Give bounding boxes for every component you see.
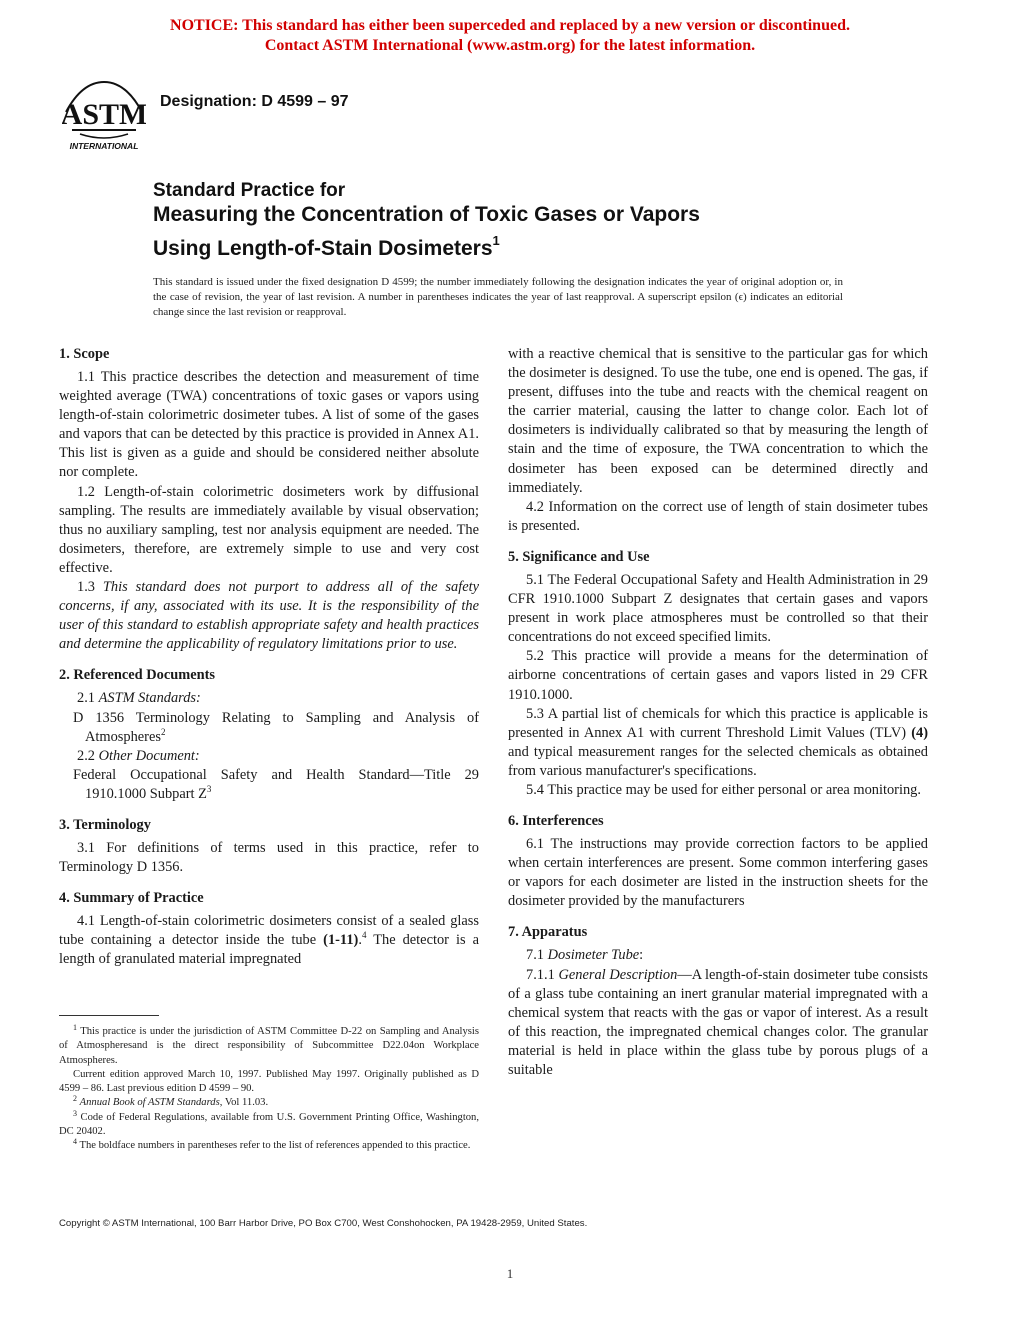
section-heading-scope: 1. Scope (59, 346, 110, 362)
para-7-1-colon: : (639, 947, 644, 964)
para-6-1: 6.1 The instructions may provide correction factors to be applied when certain interferences are present. Some common interfering gases or vapors for each dosimeter are listed in the instruction sheets for the dosimeter provided by the manufacturers (508, 836, 928, 910)
section-heading-referenced-documents: 2. Referenced Documents (59, 667, 215, 684)
notice-line-2: Contact ASTM International (www.astm.org) for the latest information. (264, 37, 756, 54)
para-5-3-citation: (4) (911, 724, 928, 741)
para-7-1-1-label: General Description (558, 966, 678, 983)
para-2-2-num: 2.2 (77, 747, 95, 764)
para-7-1-1-text: —A length-of-stain dosimeter tube consists of a glass tube containing an inert granular material impregnated with a chemical system that reacts with the gas or vapor of interest. As a result of this reaction, the impregnated chemical changes color. The granular material is held in place within the glass tube by porous plugs of a suitable (508, 966, 928, 1078)
section-heading-interferences: 6. Interferences (508, 813, 604, 830)
title-line-2: Measuring the Concentration of Toxic Gases or Vapors (153, 203, 700, 226)
title-line-3 (153, 228, 700, 262)
para-4-1-text-a: 4.1 Length-of-stain colorimetric dosimeters consist of a sealed glass tube containing a detector inside the tube (59, 913, 479, 949)
logo-caption: INTERNATIONAL (69, 141, 139, 151)
title-line-3-text: Using Length-of-Stain Dosimeters (153, 237, 493, 260)
para-4-2: 4.2 Information on the correct use of length of stain dosimeter tubes is presented. (508, 498, 928, 534)
section-heading-significance: 5. Significance and Use (508, 548, 650, 565)
footnote-4 (59, 1139, 479, 1153)
ref-osha-footnote-mark: 3 (206, 783, 212, 794)
footnote-2-italic: Annual Book of ASTM Standards (79, 1097, 220, 1109)
astm-logo (62, 78, 146, 152)
para-1-1: 1.1 This practice describes the detection and measurement of time weighted average (TWA) concentrations of toxic gases or vapors using length-of-stain colorimetric dosimeter tubes. A list of some of the gases and vapors that can be detected by this practice is provided in Annex A1. This list is given as a guide and should be considered neither absolute nor complete. (59, 369, 479, 481)
para-2-2-label: Other Document: (98, 747, 200, 764)
footnote-rule (59, 1015, 159, 1016)
para-4-1-text-b: The detector is a length of granulated material impregnated (59, 932, 479, 968)
para-5-1: 5.1 The Federal Occupational Safety and Health Administration in 29 CFR 1910.1000 Subpart Z designates that certain gases and vapors present in work place atmospheres must be controlled so that their concentrations do not exceed specified limits. (508, 571, 928, 646)
para-5-3-text-b: and typical measurement ranges for the selected chemicals as obtained from various manufacturer's specifications. (508, 743, 928, 779)
para-5-4: 5.4 This practice may be used for either personal or area monitoring. (526, 781, 921, 798)
para-7-1-num: 7.1 (526, 947, 544, 964)
para-4-1-footnote-mark: 4 (361, 930, 367, 941)
para-5-2: 5.2 This practice will provide a means for the determination of airborne concentrations of certain gases and vapors listed in 29 CFR 1910.1000. (508, 648, 928, 703)
right-column (508, 345, 928, 1080)
footnote-2-mark: 2 (73, 1094, 77, 1104)
copyright: Copyright © ASTM International, 100 Barr Harbor Drive, PO Box C700, West Conshohocken, PA 19428-2959, United States. (59, 1218, 588, 1229)
title-footnote-mark: 1 (492, 233, 500, 248)
ref-osha-text: Federal Occupational Safety and Health Standard—Title 29 1910.1000 Subpart Z (73, 766, 479, 802)
astm-logo-icon (62, 78, 146, 152)
para-5-3-text-a: 5.3 A partial list of chemicals for which this practice is applicable is presented in Annex A1 with current Threshold Limit Values (TLV) (508, 705, 928, 741)
para-1-3-num: 1.3 (77, 579, 95, 596)
page-number: 1 (506, 1266, 514, 1281)
footnote-3-text: Code of Federal Regulations, available from U.S. Government Printing Office, Washington, DC 20402. (59, 1111, 480, 1138)
footnote-1-text: This practice is under the jurisdiction of ASTM Committee D-22 on Sampling and Analysis of Atmospheresand is the direct responsibility of Subcommittee D22.04on Workplace Atmospheres. (59, 1026, 479, 1066)
para-1-2: 1.2 Length-of-stain colorimetric dosimeters work by diffusional sampling. The results are immediately available by visual observation; thus no auxiliary sampling, test nor analysis equipment are needed. The dosimeters, therefore, are extremely simple to use and very cost effective. (59, 483, 479, 576)
title-line-1: Standard Practice for (153, 180, 346, 201)
footnote-2-rest: , Vol 11.03. (219, 1097, 269, 1109)
para-4-1-citation: (1-11) (323, 932, 359, 949)
para-2-1 (59, 689, 479, 708)
para-7-1-1 (508, 966, 928, 1081)
ref-osha (59, 766, 479, 804)
notice-line-1: NOTICE: This standard has either been superceded and replaced by a new version or discontinued. (170, 17, 850, 34)
footnote-3-mark: 3 (73, 1108, 77, 1118)
para-7-1-1-num: 7.1.1 (526, 966, 555, 983)
section-heading-apparatus: 7. Apparatus (508, 924, 588, 941)
designation: Designation: D 4599 – 97 (160, 93, 349, 110)
issue-note: This standard is issued under the fixed designation D 4599; the number immediately following the designation indicates the year of original adoption or, in the case of revision, the year of last revision. A number in parentheses indicates the year of last reapproval. A superscript epsilon (ϵ) indicates an editorial change since the last revision or reapproval. (153, 276, 843, 318)
footnote-4-text: The boldface numbers in parentheses refer to the list of references appended to this practice. (79, 1140, 471, 1152)
para-2-2 (59, 747, 479, 766)
left-column (59, 345, 479, 969)
para-5-3 (508, 705, 928, 781)
para-2-1-num: 2.1 (77, 690, 95, 707)
ref-d1356-footnote-mark: 2 (160, 726, 166, 737)
footnote-4-mark: 4 (73, 1137, 77, 1147)
footnote-1 (59, 1025, 479, 1068)
ref-d1356 (59, 709, 479, 747)
para-4-1-continued: with a reactive chemical that is sensitive to the particular gas for which the dosimeter is designed. To use the tube, one end is opened. The gas, if present, diffuses into the tube and reacts with the chemical reagent on the carrier material, causing the latter to change color. Each lot of dosimeters is individually calibrated so that by measuring the length of stain and the time of exposure, the TWA concentration to which the dosimeter has been exposed can be determined directly and immediately. (508, 346, 928, 496)
document-title (153, 180, 700, 262)
footnote-1b: Current edition approved March 10, 1997. Published May 1997. Originally published as D 4599 – 86. Last previous edition D 4599 – 90. (59, 1068, 479, 1095)
para-4-1: 4.1 Length-of-stain colorimetric dosimeters consist of a sealed glass tube containing a detector inside the tube (1-11).$^4$ The detector is a length of granulated material impregnated (59, 913, 479, 968)
para-7-1-label: Dosimeter Tube (547, 947, 640, 964)
footnotes (59, 1025, 479, 1154)
para-7-1 (508, 946, 928, 965)
footnote-1-mark: 1 (73, 1023, 77, 1032)
para-1-3-italic: This standard does not purport to address all of the safety concerns, if any, associated with its use. It is the responsibility of the user of this standard to establish appropriate safety and health practices and determine the applicability of regulatory limitations prior to use. (59, 579, 479, 653)
supersede-notice (0, 16, 1020, 56)
section-heading-terminology: 3. Terminology (59, 816, 151, 833)
para-1-3 (59, 578, 479, 654)
footnote-2 (59, 1096, 479, 1110)
section-heading-summary: 4. Summary of Practice (59, 890, 204, 907)
logo-letters: ASTM (62, 98, 146, 131)
para-2-1-label: ASTM Standards: (98, 690, 201, 707)
footnote-3 (59, 1108, 480, 1140)
ref-d1356-text: D 1356 Terminology Relating to Sampling and Analysis of Atmospheres (73, 709, 479, 745)
para-3-1: 3.1 For definitions of terms used in this practice, refer to Terminology D 1356. (59, 839, 479, 876)
